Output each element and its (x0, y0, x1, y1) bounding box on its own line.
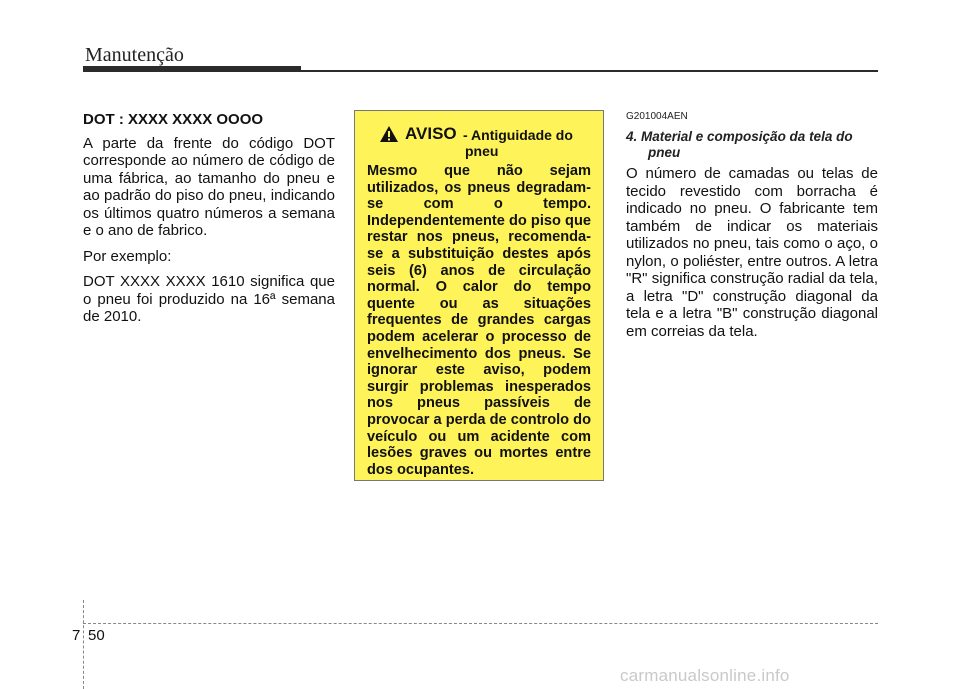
warning-triangle-icon (379, 125, 399, 143)
section-body: O número de camadas ou telas de tecido revestido com borracha é indicado no pneu. O fabricante tem também de indicar os materiais utilizados no pneu, tais como o aço, o nylon, o poliéster, entre outros. A letra "R" significa construção radial da tela, a letra "D" construção diagonal da tela e a letra "B" construção diagonal em correias da tela. (626, 165, 878, 340)
warning-subtitle-line1: - Antiguidade do (463, 127, 573, 143)
example-label: Por exemplo: (83, 247, 172, 265)
header-rule-thick (83, 66, 301, 72)
watermark: carmanualsonline.info (620, 666, 790, 685)
footer-vertical-rule (83, 600, 84, 689)
header-rule-thin (301, 70, 878, 72)
warning-box (354, 110, 604, 481)
section-title (626, 129, 878, 161)
page-title: Manutenção (85, 44, 184, 66)
dot-explanation: A parte da frente do código DOT corresponde ao número de código de uma fábrica, ao tamanho do pneu e ao padrão do piso do pneu, indicando os últimos quatro números a semana e o ano de fabrico. (83, 134, 335, 239)
example-text: DOT XXXX XXXX 1610 significa que o pneu foi produzido na 16ª semana de 2010. (83, 273, 335, 325)
warning-header (367, 125, 591, 161)
section-title-line1: 4. Material e composição da tela do (626, 129, 853, 144)
left-column (83, 111, 335, 334)
chapter-number: 7 (72, 627, 81, 644)
right-column (626, 111, 878, 348)
section-code: G201004AEN (626, 111, 688, 122)
dot-code-heading: DOT : XXXX XXXX OOOO (83, 111, 264, 128)
warning-body: Mesmo que não sejam utilizados, os pneus degradam-se com o tempo. Independentemente do piso que restar nos pneus, recomenda-se a substituição destes após seis (6) anos de circulação normal. O calor do tempo quente ou as situações frequentes de grandes cargas podem acelerar o processo de envelhecimento dos pneus. Se ignorar este aviso, podem surgir problemas inesperados nos pneus passíveis de provocar a perda de controlo do veículo ou um acidente com lesões graves ou mortes entre dos ocupantes. (367, 163, 591, 478)
warning-label: AVISO (405, 124, 457, 143)
page-number: 50 (88, 627, 105, 644)
footer-rule (83, 623, 878, 624)
warning-subtitle-line2: pneu (465, 143, 499, 159)
section-title-line2: pneu (648, 145, 681, 160)
